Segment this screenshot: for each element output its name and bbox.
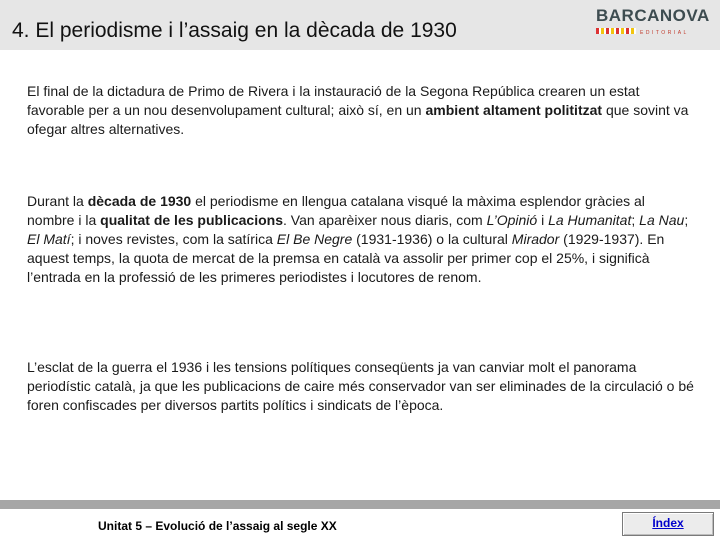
paragraph-1 (27, 82, 695, 139)
logo-stripe-icon (596, 28, 636, 34)
footer-unit-title: Unitat 5 – Evolució de l’assaig al segle XX (98, 519, 337, 533)
page-title: 4. El periodisme i l’assaig en la dècada de 1930 (12, 19, 457, 42)
italic-title: La Nau (639, 212, 685, 228)
italic-title: El Be Negre (276, 231, 353, 247)
index-button[interactable] (622, 512, 714, 536)
text-run: El final de la dictadura de Primo de Rivera i la instauració de la Segona República crearen un estat favorable per a un nou desenvolupament cultural; això sí, en un (27, 83, 640, 118)
text-run: Durant la (27, 193, 88, 209)
text-run: que sovint va ofegar altres alternatives. (27, 102, 689, 137)
text-run: (1929-1937). En aquest temps, la quota de mercat de la premsa en català va assolir per primer cop el 25%, i significà l’entrada en la professió de les primeres periodistes i locutores de renom. (27, 231, 665, 285)
footer-bar (0, 500, 720, 509)
text-run: ; (631, 212, 640, 228)
text-run: L’esclat de la guerra el 1936 i les tensions polítiques conseqüents ja van canviar molt el panorama periodístic català, ja que les publicacions de caire més conservador van ser eliminades de la circulació o bé foren confiscades per diversos partits polítics i sindicats de l’època. (27, 359, 694, 413)
bold-text: ambient altament polititzat (425, 102, 603, 118)
bold-text: qualitat de les publicacions (100, 212, 283, 228)
text-run: ; i noves revistes, com la satírica (70, 231, 277, 247)
barcanova-logo (596, 6, 714, 36)
paragraph-2 (27, 192, 695, 287)
text-run: el periodisme en llengua catalana visqué la màxima esplendor gràcies al nombre i la (27, 193, 645, 228)
italic-title: El Matí (27, 231, 71, 247)
bold-text: dècada de 1930 (87, 193, 192, 209)
text-run: . Van aparèixer nous diaris, com (282, 212, 487, 228)
italic-title: La Humanitat (548, 212, 632, 228)
italic-title: L’Opinió (486, 212, 538, 228)
text-run: i (537, 212, 549, 228)
paragraph-3 (27, 358, 695, 415)
logo-text: BARCANOVA (596, 6, 710, 25)
logo-subtext: EDITORIAL (640, 30, 689, 36)
index-link[interactable]: Índex (652, 516, 684, 530)
text-run: ; (684, 212, 689, 228)
header-bar (0, 0, 720, 50)
text-run: (1931-1936) o la cultural (352, 231, 512, 247)
italic-title: Mirador (511, 231, 560, 247)
